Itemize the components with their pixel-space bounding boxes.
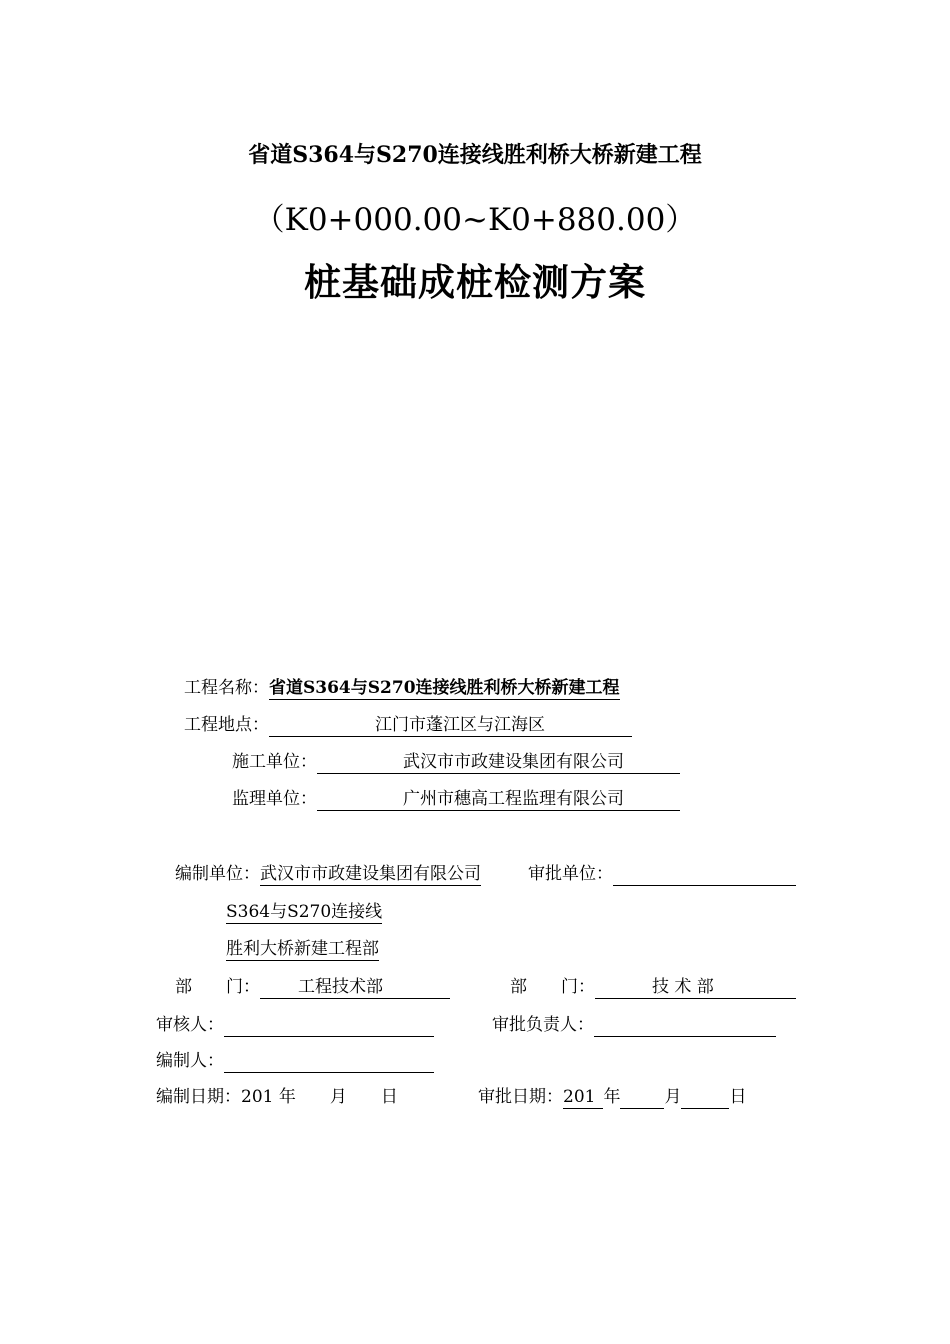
document-title-main: 桩基础成桩检测方案 bbox=[304, 260, 646, 304]
compile-unit-label: 编制单位： bbox=[175, 864, 260, 884]
compile-unit-line2: S364与S270连接线 bbox=[226, 902, 383, 922]
project-name-row bbox=[184, 676, 620, 700]
document-title-line2: （K0+000.00~K0+880.00） bbox=[253, 202, 697, 238]
compiler-row bbox=[156, 1049, 434, 1073]
compile-unit-line2-row bbox=[226, 900, 382, 924]
approve-date-month-blank bbox=[620, 1088, 664, 1109]
contractor-row bbox=[232, 750, 680, 774]
project-name-label: 工程名称： bbox=[184, 678, 269, 698]
project-name-value: 省道S364与S270连接线胜利桥大桥新建工程 bbox=[269, 678, 620, 698]
project-location-label: 工程地点： bbox=[184, 715, 269, 735]
dept-left-row bbox=[175, 975, 450, 999]
approve-date-month-label: 月 bbox=[664, 1087, 682, 1107]
approve-date-row bbox=[478, 1085, 746, 1109]
contractor-value: 武汉市市政建设集团有限公司 bbox=[317, 751, 680, 774]
compile-date: 编制日期：201 年 月 日 bbox=[156, 1087, 398, 1107]
compile-unit-line3: 胜利大桥新建工程部 bbox=[226, 939, 379, 959]
dept-left-label: 部 门： bbox=[175, 977, 260, 997]
project-location-row bbox=[184, 713, 632, 737]
compile-unit-line3-row bbox=[226, 937, 379, 961]
contractor-label: 施工单位： bbox=[232, 752, 317, 772]
dept-right-value: 技 术 部 bbox=[595, 976, 796, 999]
dept-left-value: 工程技术部 bbox=[260, 976, 450, 999]
approve-date-year: 201 bbox=[563, 1086, 603, 1109]
approve-date-label: 审批日期： bbox=[478, 1087, 563, 1107]
approve-unit-blank bbox=[613, 865, 796, 886]
approve-unit-row bbox=[528, 862, 796, 886]
reviewer-label: 审核人： bbox=[156, 1015, 224, 1035]
approver-label: 审批负责人： bbox=[492, 1015, 594, 1035]
approve-date-day-blank bbox=[681, 1088, 729, 1109]
approve-date-day-label: 日 bbox=[729, 1087, 747, 1107]
dept-right-row bbox=[510, 975, 796, 999]
approver-blank bbox=[594, 1016, 776, 1037]
supervisor-label: 监理单位： bbox=[232, 789, 317, 809]
dept-right-label: 部 门： bbox=[510, 977, 595, 997]
supervisor-value: 广州市穗高工程监理有限公司 bbox=[317, 788, 680, 811]
reviewer-row bbox=[156, 1013, 434, 1037]
compile-unit-value: 武汉市市政建设集团有限公司 bbox=[260, 864, 481, 884]
approve-unit-label: 审批单位： bbox=[528, 864, 613, 884]
approve-date-year-suffix: 年 bbox=[603, 1087, 621, 1107]
compile-unit-row bbox=[175, 862, 481, 886]
approver-row bbox=[492, 1013, 776, 1037]
supervisor-row bbox=[232, 787, 680, 811]
compiler-blank bbox=[224, 1052, 434, 1073]
document-title-line1: 省道S364与S270连接线胜利桥大桥新建工程 bbox=[248, 142, 702, 168]
reviewer-blank bbox=[224, 1016, 434, 1037]
compiler-label: 编制人： bbox=[156, 1051, 224, 1071]
project-location-value: 江门市蓬江区与江海区 bbox=[269, 714, 632, 737]
